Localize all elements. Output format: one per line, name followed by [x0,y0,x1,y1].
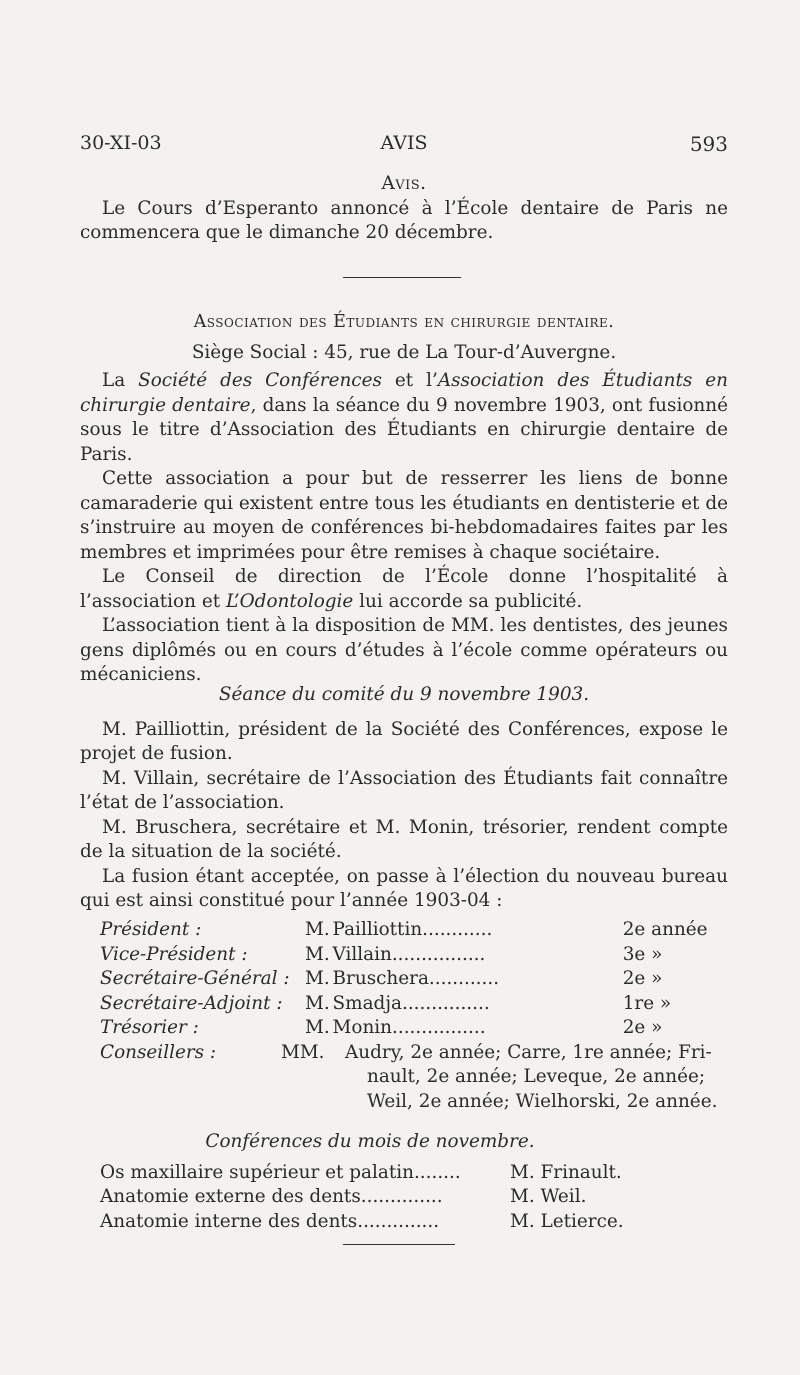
conferences-list [100,1161,660,1235]
bureau-title: M. [305,943,330,965]
bureau-year: 2e année [622,919,708,940]
conference-speaker: M. Letierce. [510,1210,624,1232]
conference-speaker: M. Frinault. [510,1161,622,1183]
bureau-row [100,967,717,992]
bureau-name: Smadja............... [332,992,490,1014]
association-title: Association des Étudiants en chirurgie dentaire. [193,312,615,332]
journal-name: L’Odontologie [225,590,354,612]
bureau-title: M. [305,1017,330,1038]
conference-item [100,1161,660,1186]
bureau-row [100,1016,717,1041]
association-section [80,310,728,688]
section-divider [343,1244,455,1245]
bureau-role: Président : [100,919,202,940]
avis-text: Le Cours d’Esperanto annoncé à l’École dentaire de Paris ne commencera que le dimanche 20 décembre. [80,197,728,243]
bureau-name: Monin................ [332,1017,486,1038]
association-paragraph-2: Cette association a pour but de resserrer les liens de bonne camaraderie qui existent entre tous les étudiants en dentisterie et de s’instruire au moyen de conférences bi-hebdomadaires faites par les membres et imprimées pour être remises à chaque sociétaire. [80,468,728,563]
running-head-date: 30-XI-03 [80,132,162,154]
running-head-section: AVIS [380,132,428,154]
seance-paragraph-2: M. Villain, secrétaire de l’Association des Étudiants fait connaître l’état de l’association. [80,767,728,813]
conference-speaker: M. Weil. [510,1186,587,1207]
bureau-name: Bruschera............ [332,968,500,989]
section-divider [343,277,461,278]
bureau-title: MM. [281,1041,325,1063]
bureau-role: Secrétaire-Adjoint : [100,992,283,1014]
bureau-title: M. [305,919,330,940]
bureau-row [100,918,717,943]
conferences-section [100,1130,660,1234]
bureau-name: Villain................ [332,943,486,965]
societe-conferences-name: Société des Conférences [138,370,382,391]
bureau-list [100,918,717,1114]
bureau-row-conseillers [100,1041,717,1066]
conferences-title: Conférences du mois de novembre. [205,1131,535,1152]
conference-item [100,1185,660,1210]
conference-topic: Os maxillaire supérieur et palatin........ [100,1161,461,1183]
bureau-role: Trésorier : [100,1017,199,1038]
bureau-row [100,992,717,1017]
bureau-year: 3e » [622,943,663,965]
bureau-year: 1re » [622,992,672,1014]
seance-paragraph-4: La fusion étant acceptée, on passe à l’élection du nouveau bureau qui est ainsi constitué pour l’année 1903-04 : [80,865,728,911]
conseillers-line-2: nault, 2e année; Leveque, 2e année; [367,1066,706,1087]
conference-topic: Anatomie externe des dents.............. [100,1186,443,1207]
running-head [80,132,728,162]
conference-topic: Anatomie interne des dents.............. [100,1210,440,1232]
avis-section [80,172,728,246]
seance-paragraph-3: M. Bruschera, secrétaire et M. Monin, trésorier, rendent compte de la situation de la société. [80,816,728,862]
bureau-year: 2e » [622,1017,663,1038]
conseillers-line-1: Audry, 2e année; Carre, 1re année; Fri- [345,1041,712,1063]
bureau-title: M. [305,992,330,1014]
bureau-role: Secrétaire-Général : [100,968,290,989]
conference-item [100,1210,660,1235]
bureau-row [100,943,717,968]
seance-title: Séance du comité du 9 novembre 1903. [218,684,590,705]
bureau-title: M. [305,968,330,989]
association-paragraph-4: L’association tient à la disposition de MM. les dentistes, des jeunes gens diplômés ou en cours d’études à l’école comme opérateurs ou mécaniciens. [80,615,728,685]
seance-section [80,683,728,914]
page-number: 593 [689,132,728,156]
association-paragraph-1: La Société des Conférences et l’Association des Étudiants en chirurgie dentaire, dans la séance du 9 novembre 1903, ont fusionné sous le titre d’Association des Étudiants en chirurgie dentaire de Paris. [80,370,728,465]
bureau-name: Pailliottin............ [332,919,493,940]
association-etudiants-name: Association des Étudiants en chirurgie dentaire [80,370,728,416]
bureau-role: Conseillers : [100,1041,217,1063]
bureau-year: 2e » [622,968,663,989]
seance-paragraph-1: M. Pailliottin, président de la Société des Conférences, expose le projet de fusion. [80,718,728,764]
bureau-table [100,918,717,1114]
association-paragraph-3: Le Conseil de direction de l’École donne l’hospitalité à l’association et L’Odontologie lui accorde sa publicité. [80,566,728,612]
avis-title: Avis. [381,173,427,194]
conseillers-line-3: Weil, 2e année; Wielhorski, 2e année. [367,1090,718,1112]
association-siege: Siège Social : 45, rue de La Tour-d’Auvergne. [191,341,617,363]
bureau-role: Vice-Président : [100,943,248,965]
